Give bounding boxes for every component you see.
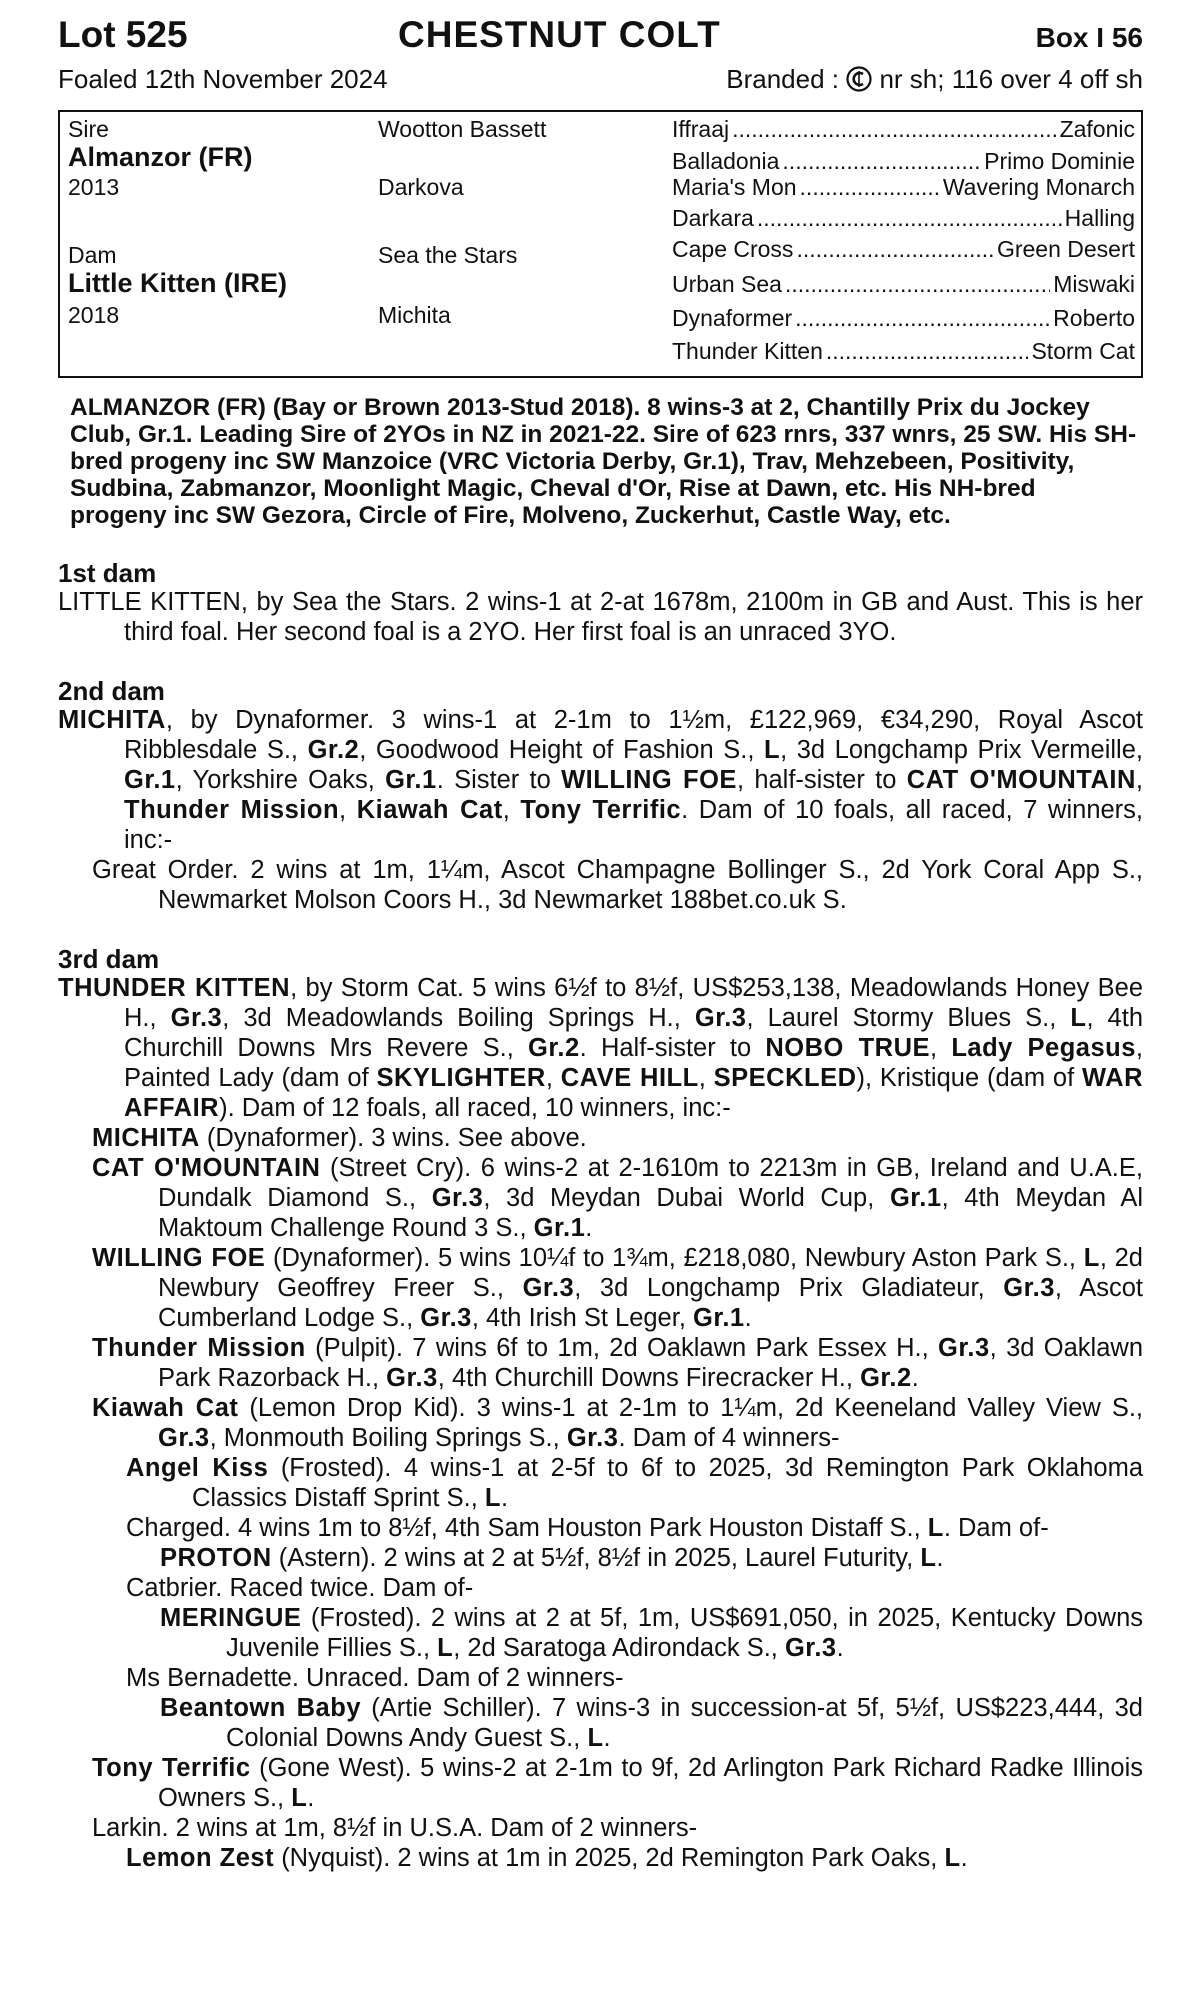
progeny-entry: Larkin. 2 wins at 1m, 8½f in U.S.A. Dam of 2 winners- — [92, 1814, 698, 1842]
race-grade: Gr.2 — [860, 1364, 912, 1392]
second-dam-text: MICHITA, by Dynaformer. 3 wins-1 at 2-1m to 1½m, £122,969, €34,290, Royal Ascot Ribblesdale S., Gr.2, Goodwood Height of Fashion S., L, 3d Longchamp Prix Vermeille, Gr.1, Yorkshire Oaks, Gr.1. Sister to WILLING FOE, half-sister to CAT O'MOUNTAIN, Thunder Mission, Kiawah Cat, Tony Terrific. Dam of 10 foals, all raced, 7 winners, inc:- — [58, 706, 1144, 854]
ancestor-row — [672, 305, 1135, 332]
leader-dots — [826, 338, 1029, 365]
box-number: Box I 56 — [1035, 22, 1143, 53]
catalogue-page — [58, 10, 1143, 1873]
branded-text: nr sh; 116 over 4 off sh — [879, 64, 1143, 94]
horse-name: Lady Pegasus — [951, 1034, 1136, 1062]
dam-sire: Sea the Stars — [378, 242, 518, 268]
progeny-entry: Angel Kiss (Frosted). 4 wins-1 at 2-5f to 6f to 2025, 3d Remington Park Oklahoma Classics Distaff Sprint S., L. — [126, 1454, 1143, 1512]
race-grade: Gr.1 — [385, 766, 437, 794]
horse-name: Kiawah Cat — [356, 796, 503, 824]
race-grade: Gr.1 — [533, 1214, 586, 1242]
horse-name: WILLING FOE — [92, 1244, 266, 1272]
race-grade: Gr.3 — [784, 1634, 837, 1662]
horse-name: CAT O'MOUNTAIN — [92, 1154, 321, 1182]
ancestor-name: Darkara — [672, 205, 754, 231]
race-grade: L — [291, 1784, 308, 1812]
progeny-entry: CAT O'MOUNTAIN (Street Cry). 6 wins-2 at 2-1610m to 2213m in GB, Ireland and U.A.E, Dundalk Diamond S., Gr.3, 3d Meydan Dubai World Cup, Gr.1, 4th Meydan Al Maktoum Challenge Round 3 S., Gr.1. — [92, 1154, 1143, 1242]
race-grade: L — [764, 736, 781, 764]
sire-dam: Darkova — [378, 174, 464, 200]
progeny-entry: Beantown Baby (Artie Schiller). 7 wins-3 in succession-at 5f, 5½f, US$223,444, 3d Colonial Downs Andy Guest S., L. — [160, 1694, 1143, 1752]
horse-name: NOBO TRUE — [765, 1034, 931, 1062]
horse-name: SPECKLED — [713, 1064, 857, 1092]
lot-subheader — [58, 58, 1143, 104]
race-grade: L — [437, 1634, 454, 1662]
progeny-entry: PROTON (Astern). 2 wins at 2 at 5½f, 8½f in 2025, Laurel Futurity, L. — [160, 1544, 944, 1572]
ancestor-sire: Primo Dominie — [984, 148, 1135, 174]
brand-mark-icon — [846, 66, 872, 92]
ancestor-name: Iffraaj — [672, 116, 730, 142]
race-grade: L — [587, 1724, 604, 1752]
race-grade: L — [484, 1484, 501, 1512]
ancestor-name: Urban Sea — [672, 271, 782, 297]
leader-dots — [782, 148, 981, 175]
ancestor-name: Balladonia — [672, 148, 780, 174]
race-grade: Gr.3 — [694, 1004, 747, 1032]
ancestor-sire: Wavering Monarch — [942, 174, 1135, 200]
progeny-entry: Ms Bernadette. Unraced. Dam of 2 winners- — [126, 1664, 624, 1692]
horse-name: THUNDER KITTEN — [58, 974, 291, 1002]
branded-info — [726, 64, 1143, 95]
second-dam-progeny: Great Order. 2 wins at 1m, 1¼m, Ascot Champagne Bollinger S., 2d York Coral App S., Newmarket Molson Coors H., 3d Newmarket 188bet.co.uk S. — [92, 856, 1143, 914]
dam-name: Little Kitten (IRE) — [68, 268, 287, 298]
horse-name: SKYLIGHTER — [376, 1064, 546, 1092]
ancestor-row — [672, 271, 1135, 298]
dam-dam: Michita — [378, 302, 451, 328]
race-grade: Gr.1 — [693, 1304, 745, 1332]
horse-name: Beantown Baby — [160, 1694, 361, 1722]
second-dam-heading: 2nd dam — [58, 676, 165, 706]
progeny-entry: WILLING FOE (Dynaformer). 5 wins 10¼f to 1¾m, £218,080, Newbury Aston Park S., L, 2d Newbury Geoffrey Freer S., Gr.3, 3d Longchamp Prix Gladiateur, Gr.3, Ascot Cumberland Lodge S., Gr.3, 4th Irish St Leger, Gr.1. — [92, 1244, 1143, 1332]
leader-dots — [796, 236, 994, 263]
race-grade: Gr.2 — [307, 736, 360, 764]
first-dam-heading: 1st dam — [58, 558, 157, 588]
first-dam-text: LITTLE KITTEN, by Sea the Stars. 2 wins-1 at 2-at 1678m, 2100m in GB and Aust. This is her third foal. Her second foal is a 2YO. Her first foal is an unraced 3YO. — [58, 588, 1143, 646]
progeny-entry: Kiawah Cat (Lemon Drop Kid). 3 wins-1 at 2-1m to 1¼m, 2d Keeneland Valley View S., Gr.3, Monmouth Boiling Springs S., Gr.3. Dam of 4 winners- — [92, 1394, 1143, 1452]
leader-dots — [795, 305, 1050, 332]
sire-summary: ALMANZOR (FR) (Bay or Brown 2013-Stud 2018). 8 wins-3 at 2, Chantilly Prix du Jockey Club, Gr.1. Leading Sire of 2YOs in NZ in 2021-22. Sire of 623 rnrs, 337 wnrs, 25 SW. His SH-bred progeny inc SW Manzoice (VRC Victoria Derby, Gr.1), Trav, Mehzebeen, Positivity, Sudbina, Zabmanzor, Moonlight Magic, Cheval d'Or, Rise at Dawn, etc. His NH-bred progeny inc SW Gezora, Circle of Fire, Molveno, Zuckerhut, Castle Way, etc. — [70, 394, 1137, 529]
race-grade: Gr.1 — [889, 1184, 942, 1212]
horse-name: MICHITA — [92, 1124, 200, 1152]
ancestor-row — [672, 174, 1135, 201]
race-grade: Gr.2 — [528, 1034, 580, 1062]
ancestor-sire: Zafonic — [1059, 116, 1135, 142]
race-grade: Gr.3 — [938, 1334, 990, 1362]
ancestor-sire: Miswaki — [1053, 271, 1135, 297]
progeny-entry: MICHITA (Dynaformer). 3 wins. See above. — [92, 1124, 587, 1152]
leader-dots — [785, 271, 1050, 298]
race-grade: Gr.3 — [420, 1304, 472, 1332]
race-grade: Gr.3 — [170, 1004, 223, 1032]
progeny-entry: Charged. 4 wins 1m to 8½f, 4th Sam Houston Park Houston Distaff S., L. Dam of- — [126, 1514, 1049, 1542]
horse-name: CAT O'MOUNTAIN — [906, 766, 1136, 794]
leader-dots — [757, 205, 1062, 232]
sire-label: Sire — [68, 116, 109, 142]
horse-name: Thunder Mission — [92, 1334, 306, 1362]
pedigree-table — [58, 110, 1143, 378]
ancestor-name: Thunder Kitten — [672, 338, 823, 364]
sire-sire: Wootton Bassett — [378, 116, 547, 142]
ancestor-sire: Halling — [1064, 205, 1135, 231]
race-grade: Gr.3 — [566, 1424, 619, 1452]
foaled-date: Foaled 12th November 2024 — [58, 64, 388, 94]
race-grade: Gr.3 — [386, 1364, 438, 1392]
lot-header — [58, 10, 1143, 58]
horse-name: Kiawah Cat — [92, 1394, 239, 1422]
leader-dots — [800, 174, 940, 201]
ancestor-name: Maria's Mon — [672, 174, 797, 200]
race-grade: Gr.3 — [522, 1274, 575, 1302]
sire-year: 2013 — [68, 174, 120, 200]
ancestor-sire: Roberto — [1053, 305, 1135, 331]
horse-name: MERINGUE — [160, 1604, 302, 1632]
horse-name: Tony Terrific — [92, 1754, 251, 1782]
ancestor-sire: Storm Cat — [1031, 338, 1135, 364]
dam-year: 2018 — [68, 302, 120, 328]
progeny-entry: Catbrier. Raced twice. Dam of- — [126, 1574, 474, 1602]
ancestor-row — [672, 116, 1135, 143]
ancestor-row — [672, 148, 1135, 175]
branded-label: Branded : — [726, 64, 839, 94]
horse-name: WAR AFFAIR — [124, 1064, 1143, 1122]
third-dam-text: THUNDER KITTEN, by Storm Cat. 5 wins 6½f to 8½f, US$253,138, Meadowlands Honey Bee H., Gr.3, 3d Meadowlands Boiling Springs H., Gr.3, Laurel Stormy Blues S., L, 4th Churchill Downs Mrs Revere S., Gr.2. Half-sister to NOBO TRUE, Lady Pegasus, Painted Lady (dam of SKYLIGHTER, CAVE HILL, SPECKLED), Kristique (dam of WAR AFFAIR). Dam of 12 foals, all raced, 10 winners, inc:- — [58, 974, 1144, 1122]
lot-title: CHESTNUT COLT — [398, 14, 721, 55]
sire-name: Almanzor (FR) — [68, 142, 253, 172]
leader-dots — [732, 116, 1056, 143]
race-grade: Gr.3 — [431, 1184, 484, 1212]
horse-name: Lemon Zest — [126, 1844, 275, 1872]
horse-name: MICHITA — [58, 706, 166, 734]
lot-number: Lot 525 — [58, 14, 188, 55]
race-grade: L — [1070, 1004, 1087, 1032]
ancestor-name: Cape Cross — [672, 236, 794, 262]
ancestor-row — [672, 236, 1135, 263]
horse-name: PROTON — [160, 1544, 272, 1572]
ancestor-row — [672, 205, 1135, 232]
horse-name: Angel Kiss — [126, 1454, 269, 1482]
race-grade: L — [1083, 1244, 1100, 1272]
progeny-entry: Thunder Mission (Pulpit). 7 wins 6f to 1m, 2d Oaklawn Park Essex H., Gr.3, 3d Oaklawn Park Razorback H., Gr.3, 4th Churchill Downs Firecracker H., Gr.2. — [92, 1334, 1144, 1392]
ancestor-sire: Green Desert — [996, 236, 1135, 262]
horse-name: Thunder Mission — [124, 796, 340, 824]
ancestor-row — [672, 338, 1135, 365]
progeny-entry: Tony Terrific (Gone West). 5 wins-2 at 2-1m to 9f, 2d Arlington Park Richard Radke Illinois Owners S., L. — [92, 1754, 1143, 1812]
horse-name: WILLING FOE — [561, 766, 737, 794]
race-grade: Gr.3 — [158, 1424, 210, 1452]
horse-name: CAVE HILL — [560, 1064, 699, 1092]
race-grade: L — [944, 1844, 961, 1872]
race-grade: Gr.3 — [1003, 1274, 1055, 1302]
progeny-entry: Lemon Zest (Nyquist). 2 wins at 1m in 2025, 2d Remington Park Oaks, L. — [126, 1844, 968, 1872]
horse-name: Tony Terrific — [520, 796, 682, 824]
third-dam-heading: 3rd dam — [58, 944, 160, 974]
ancestor-name: Dynaformer — [672, 305, 793, 331]
race-grade: L — [927, 1514, 944, 1542]
dam-label: Dam — [68, 242, 117, 268]
progeny-entry: MERINGUE (Frosted). 2 wins at 2 at 5f, 1m, US$691,050, in 2025, Kentucky Downs Juvenile Fillies S., L, 2d Saratoga Adirondack S., Gr.3. — [160, 1604, 1143, 1662]
race-grade: Gr.1 — [124, 766, 176, 794]
race-grade: L — [920, 1544, 937, 1572]
